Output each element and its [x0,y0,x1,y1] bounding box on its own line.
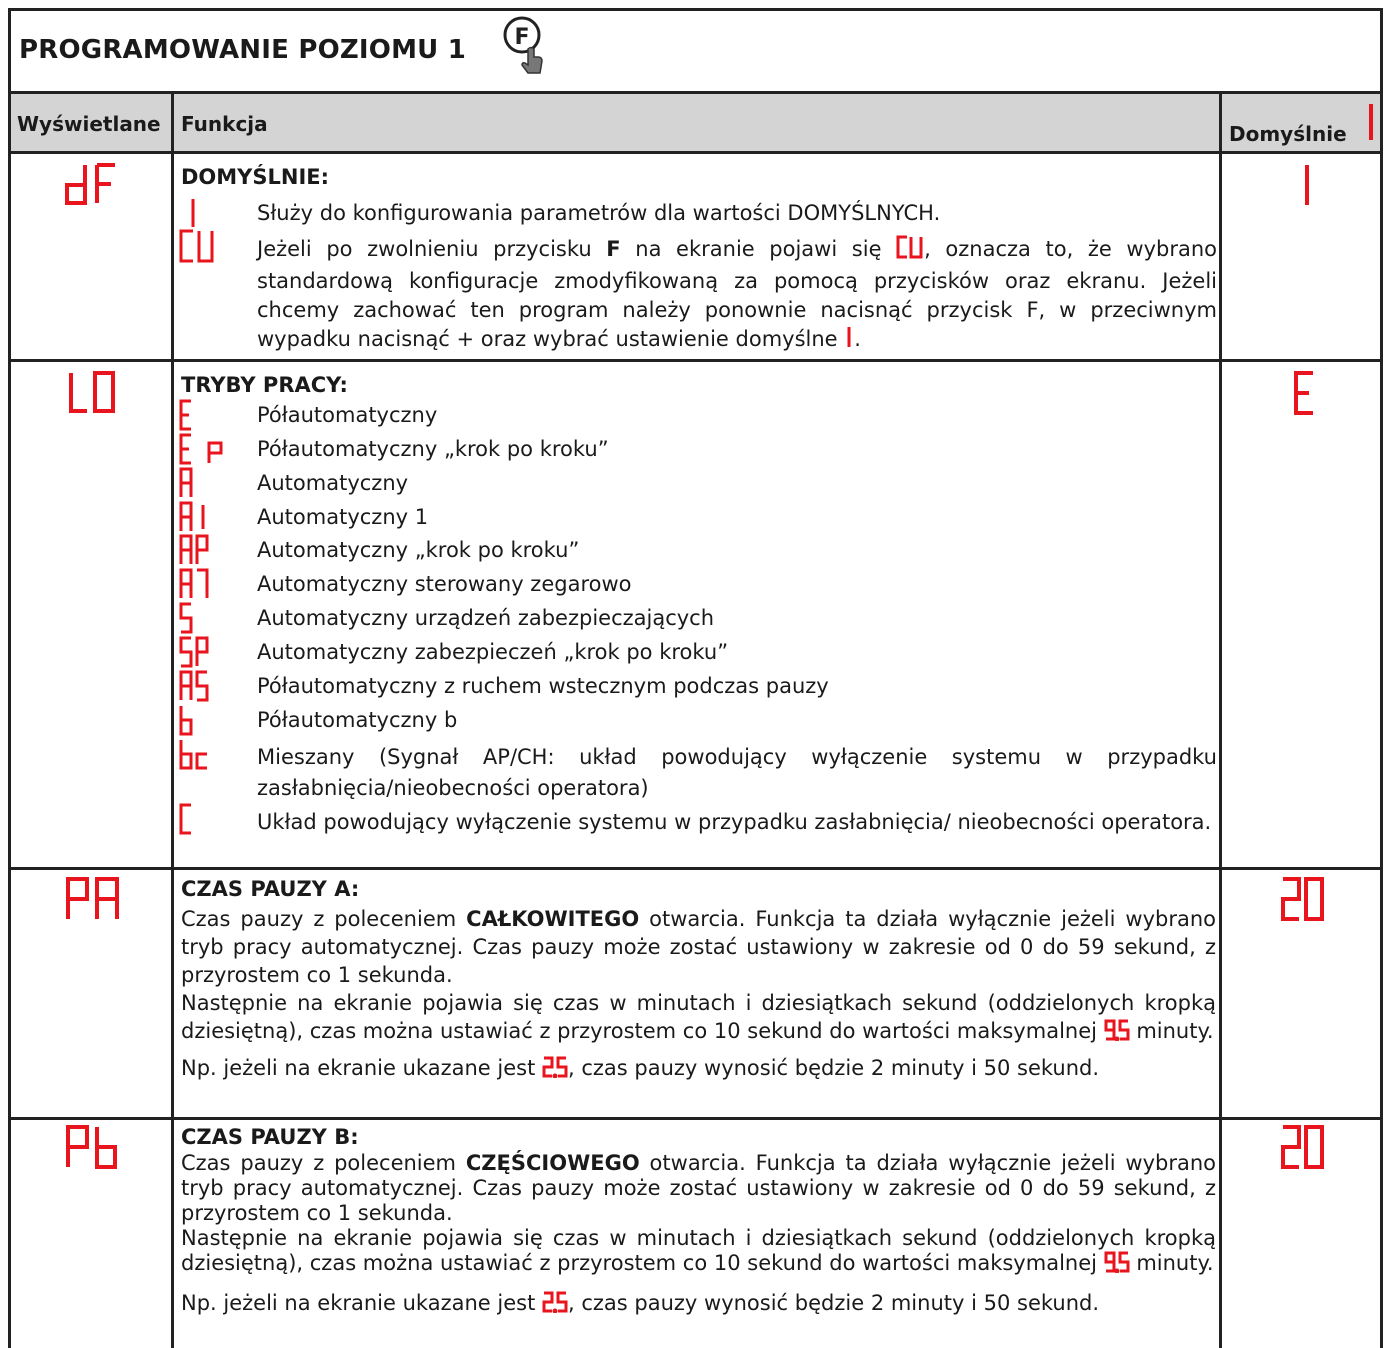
col-divider-1 [171,94,174,1348]
mode-label: Automatyczny sterowany zegarowo [257,572,632,596]
mode-code-a-icon [179,467,227,505]
section-title-df: DOMYŚLNIE: [181,165,330,189]
mode-code-ap-icon [179,534,227,572]
pb-description: Czas pauzy z poleceniem CZĘŚCIOWEGO otwarcia. Funkcja ta działa wyłącznie jeżeli wybrano tryb pracy automatycznej. Czas pauzy może zostać ustawiony w zakresie od 0 do 59 sekund, z przyrostem co 1 sekunda. Następnie na ekranie pojawia się czas w minutach i dziesiątkach sekund (oddzielonych kropką dziesiętną), czas można ustawiać z przyrostem co 10 sekund do wartości maksymalnej minuty. Np. jeżeli na ekranie ukazane jest , czas pauzy wynosić będzie 2 minuty i 50 sekund. [181,1151,1216,1319]
header-function: Funkcja [181,112,268,136]
code-pb [65,1125,121,1173]
inline-cu-icon [896,235,924,267]
row-divider [11,1117,1380,1120]
df-option-1-text: Służy do konfigurowania parametrów dla wartości DOMYŚLNYCH. [257,201,941,225]
mode-label: Półautomatyczny „krok po kroku” [257,437,609,461]
default-df [1301,163,1313,211]
mode-label: Półautomatyczny [257,403,438,427]
title-bar [11,11,1380,94]
mode-code-sp-icon [179,636,227,674]
inline-9-5-icon [1104,1251,1130,1279]
mode-label: Automatyczny zabezpieczeń „krok po kroku” [257,640,729,664]
svg-text:F: F [514,25,530,50]
mode-code-ep-icon [179,433,227,471]
row-divider [11,359,1380,362]
f-button-press-icon [498,11,553,81]
opt-code-1 [187,197,199,233]
mode-code-bc-icon [179,738,227,776]
section-title-lo: TRYBY PRACY: [181,373,348,397]
mode-label: Automatyczny [257,471,409,495]
mode-label: Automatyczny „krok po kroku” [257,538,580,562]
header-default-seg-icon [1365,102,1377,147]
mode-label: Półautomatyczny b [257,708,458,732]
row-divider [11,867,1380,870]
mode-label: Układ powodujący wyłączenie systemu w przypadku zasłabnięcia/ nieobecności operatora. [257,810,1212,834]
code-pa [65,877,121,925]
programming-table [8,8,1383,1348]
mode-code-as-icon [179,670,227,708]
mode-label: Automatyczny urządzeń zabezpieczających [257,606,715,630]
inline-2-5-icon [542,1291,568,1319]
df-option-cu-text: Jeżeli po zwolnieniu przycisku F na ekranie pojawi się , oznacza to, że wybrano standardową konfiguracje zmodyfikowaną za pomocą przycisków oraz ekranu. Jeżeli chcemy zachować ten program należy ponownie nacisnąć przycisk F, w przeciwnym wypadku nacisnąć + oraz wybrać ustawienie domyślne . [257,235,1217,357]
inline-1-icon [844,325,854,357]
header-default: Domyślnie [1229,122,1347,146]
section-title-pa: CZAS PAUZY A: [181,877,360,901]
code-lo [67,371,117,417]
col-divider-2 [1219,94,1222,1348]
default-pa [1281,877,1325,925]
mode-code-s-icon [179,602,227,640]
mode-code-c-icon [179,803,227,841]
mode-code-e-icon [179,399,227,437]
page-title: PROGRAMOWANIE POZIOMU 1 [19,35,467,65]
table-header [11,94,1380,154]
default-pb [1281,1125,1325,1173]
inline-2-5-icon [542,1056,568,1085]
mode-label: Półautomatyczny z ruchem wstecznym podczas pauzy [257,674,829,698]
mode-code-at-icon [179,568,227,606]
mode-label: Mieszany (Sygnał AP/CH: układ powodujący wyłączenie systemu w przypadku zasłabnięcia/nieobecności operatora) [257,745,1217,800]
section-title-pb: CZAS PAUZY B: [181,1125,359,1149]
inline-9-5-icon [1104,1019,1130,1048]
header-displayed: Wyświetlane [17,112,161,136]
pa-description: Czas pauzy z poleceniem CAŁKOWITEGO otwarcia. Funkcja ta działa wyłącznie jeżeli wybrano tryb pracy automatycznej. Czas pauzy może zostać ustawiony w zakresie od 0 do 59 sekund, z przyrostem co 1 sekunda. Następnie na ekranie pojawia się czas w minutach i dziesiątkach sekund (oddzielonych kropką dziesiętną), czas można ustawiać z przyrostem co 10 sekund do wartości maksymalnej minuty. Np. jeżeli na ekranie ukazane jest , czas pauzy wynosić będzie 2 minuty i 50 sekund. [181,905,1216,1085]
default-lo [1293,371,1317,419]
mode-label: Automatyczny 1 [257,505,429,529]
mode-code-b-icon [179,704,227,742]
opt-code-cu [179,229,215,267]
code-df [63,163,119,209]
